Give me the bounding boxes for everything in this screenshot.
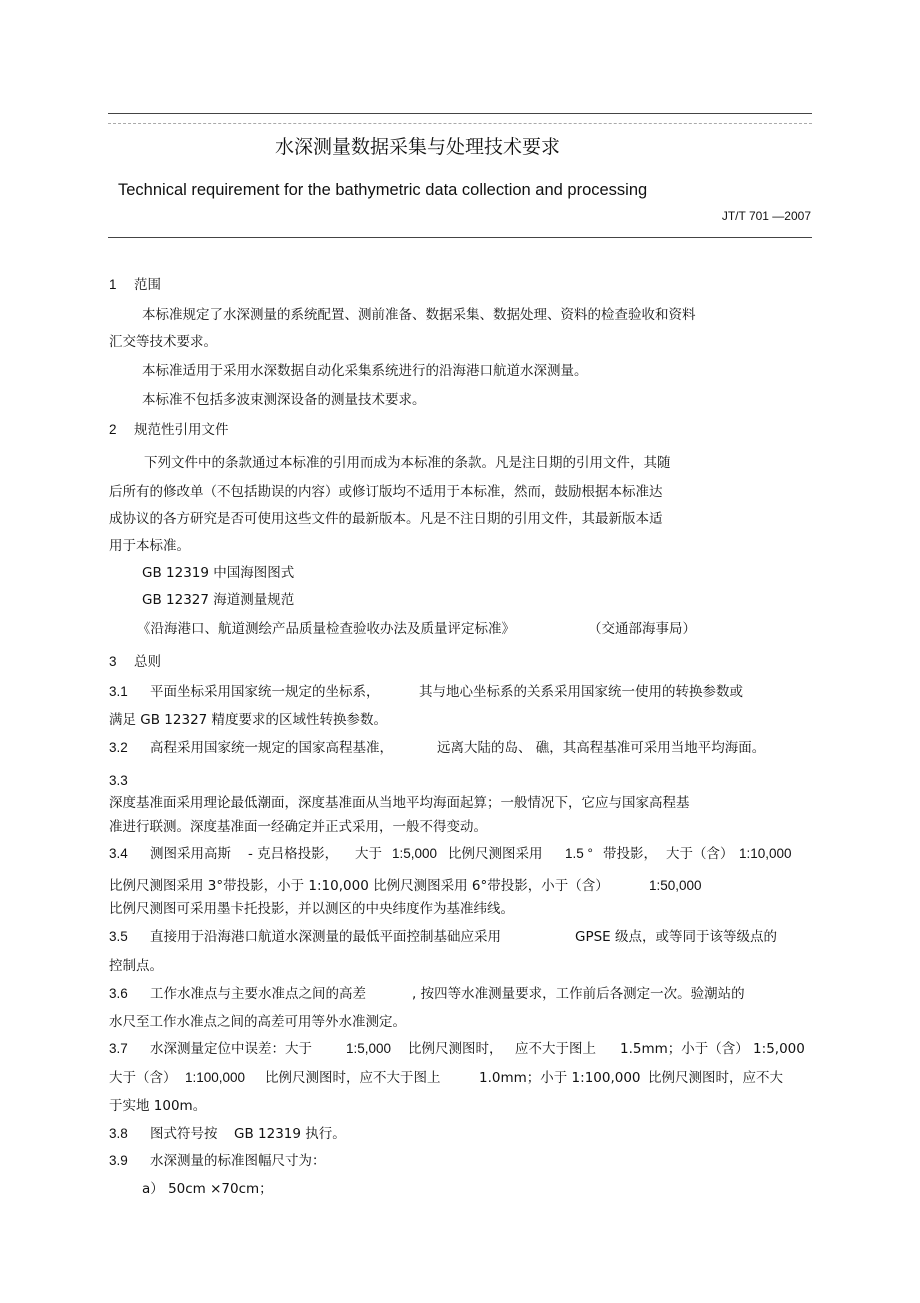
clause-3-4-line-2a: 比例尺测图采用 3°带投影，小于 1:10,000 比例尺测图采用 6°带投影，小于（含）	[109, 878, 609, 894]
clause-3-7-line-2c: 比例尺测图时，应不大于图上	[265, 1070, 441, 1086]
clause-3-7-line-2a: 大于（含）	[109, 1070, 177, 1086]
clause-3-4-number: 3.4	[109, 846, 128, 861]
clause-3-9-item-a: a） 50cm ×70cm；	[142, 1181, 273, 1197]
clause-3-7-text-c: 比例尺测图时，	[408, 1041, 503, 1057]
section-2-para-line-3: 成协议的各方研究是否可使用这些文件的最新版本。凡是不注日期的引用文件，其最新版本适	[109, 511, 663, 527]
top-rule	[108, 113, 812, 114]
clause-3-1-line-2: 满足 GB 12327 精度要求的区域性转换参数。	[109, 712, 388, 728]
clause-3-4-text-h: 大于（含）	[666, 846, 734, 862]
clause-3-6-text-a: 工作水准点与主要水准点之间的高差	[150, 986, 366, 1002]
clause-3-5-text-a: 直接用于沿海港口航道水深测量的最低平面控制基础应采用	[150, 929, 501, 945]
clause-3-7-number: 3.7	[109, 1041, 128, 1056]
clause-3-2-number: 3.2	[109, 740, 128, 755]
clause-3-7-text-e: 1.5mm；小于（含） 1:5,000	[620, 1041, 805, 1057]
section-1-heading: 范围	[134, 277, 161, 293]
section-2-number: 2	[109, 422, 117, 437]
clause-3-2-text-b: 远离大陆的岛、 礁，其高程基准可采用当地平均海面。	[437, 740, 766, 756]
clause-3-7-scale-1: 1:5,000	[346, 1041, 392, 1056]
section-2-heading: 规范性引用文件	[134, 422, 229, 438]
clause-3-4-text-g: 带投影，	[603, 846, 657, 862]
clause-3-6-line-2: 水尺至工作水准点之间的高差可用等外水准测定。	[109, 1014, 406, 1030]
clause-3-1-number: 3.1	[109, 684, 128, 699]
clause-3-4-line-2b: 1:50,000	[649, 878, 702, 893]
section-1-number: 1	[109, 277, 117, 292]
clause-3-8-number: 3.8	[109, 1126, 128, 1141]
clause-3-9-number: 3.9	[109, 1153, 128, 1168]
page-title-en: Technical requirement for the bathymetric data collection and processing	[118, 181, 648, 199]
section-2-para-line-1: 下列文件中的条款通过本标准的引用而成为本标准的条款。凡是注日期的引用文件，其随	[144, 455, 671, 471]
clause-3-4-zone-width: 1.5 °	[565, 846, 593, 861]
section-3-number: 3	[109, 654, 117, 669]
section-3-heading: 总则	[134, 654, 161, 670]
top-rule-dashed	[108, 123, 812, 124]
clause-3-9-text: 水深测量的标准图幅尺寸为：	[150, 1153, 326, 1169]
reference-quality-standard: 《沿海港口、航道测绘产品质量检查验收办法及质量评定标准》	[137, 621, 515, 637]
header-bottom-rule	[108, 237, 812, 238]
section-2-para-line-2: 后所有的修改单（不包括勘误的内容）或修订版均不适用于本标准，然而，鼓励根据本标准达	[109, 484, 663, 500]
section-2-para-line-4: 用于本标准。	[109, 538, 190, 554]
clause-3-6-number: 3.6	[109, 986, 128, 1001]
section-1-para-1-line-2: 汇交等技术要求。	[109, 334, 217, 350]
clause-3-7-line-3: 于实地 100m。	[109, 1098, 207, 1114]
clause-3-5-text-b: GPSE 级点，或等同于该等级点的	[575, 929, 777, 945]
clause-3-4-text-b: - 克吕格投影，	[248, 846, 339, 862]
clause-3-2-text-a: 高程采用国家统一规定的国家高程基准，	[150, 740, 393, 756]
clause-3-1-text-b: 其与地心坐标系的关系采用国家统一使用的转换参数或	[419, 684, 743, 700]
reference-gb12327: GB 12327 海道测量规范	[142, 592, 295, 608]
clause-3-3-number: 3.3	[109, 773, 128, 788]
clause-3-4-text-c: 大于	[355, 846, 382, 862]
clause-3-1-text-a: 平面坐标采用国家统一规定的坐标系，	[150, 684, 380, 700]
clause-3-4-text-e: 比例尺测图采用	[448, 846, 543, 862]
clause-3-5-number: 3.5	[109, 929, 128, 944]
clause-3-3-line-2: 准进行联测。深度基准面一经确定并正式采用，一般不得变动。	[109, 819, 487, 835]
clause-3-3-line-1: 深度基准面采用理论最低潮面，深度基准面从当地平均海面起算；一般情况下，它应与国家高程基	[109, 795, 690, 811]
clause-3-7-text-d: 应不大于图上	[515, 1041, 596, 1057]
clause-3-5-line-2: 控制点。	[109, 958, 163, 974]
clause-3-7-line-2b: 1:100,000	[185, 1070, 246, 1085]
clause-3-6-text-b: , 按四等水准测量要求，工作前后各测定一次。验潮站的	[412, 986, 745, 1002]
section-1-para-2: 本标准适用于采用水深数据自动化采集系统进行的沿海港口航道水深测量。	[142, 363, 588, 379]
clause-3-8-text-b: GB 12319 执行。	[234, 1126, 346, 1142]
clause-3-4-text-a: 测图采用高斯	[150, 846, 231, 862]
clause-3-4-scale-2: 1:10,000	[739, 846, 792, 861]
clause-3-7-text-a: 水深测量定位中误差：大于	[150, 1041, 312, 1057]
reference-quality-standard-org: （交通部海事局）	[588, 621, 696, 637]
clause-3-7-line-2d: 1.0mm；小于 1:100,000	[479, 1070, 641, 1086]
clause-3-4-scale-1: 1:5,000	[392, 846, 438, 861]
clause-3-8-text-a: 图式符号按	[150, 1126, 218, 1142]
section-1-para-3: 本标准不包括多波束测深设备的测量技术要求。	[142, 392, 426, 408]
clause-3-7-line-2e: 比例尺测图时，应不大	[648, 1070, 783, 1086]
standard-code: JT/T 701 —2007	[721, 209, 811, 223]
reference-gb12319: GB 12319 中国海图图式	[142, 565, 295, 581]
section-1-para-1-line-1: 本标准规定了水深测量的系统配置、测前准备、数据采集、数据处理、资料的检查验收和资料	[142, 307, 696, 323]
clause-3-4-line-3: 比例尺测图可采用墨卡托投影，并以测区的中央纬度作为基准纬线。	[109, 901, 514, 917]
page-title-cn: 水深测量数据采集与处理技术要求	[275, 136, 561, 158]
